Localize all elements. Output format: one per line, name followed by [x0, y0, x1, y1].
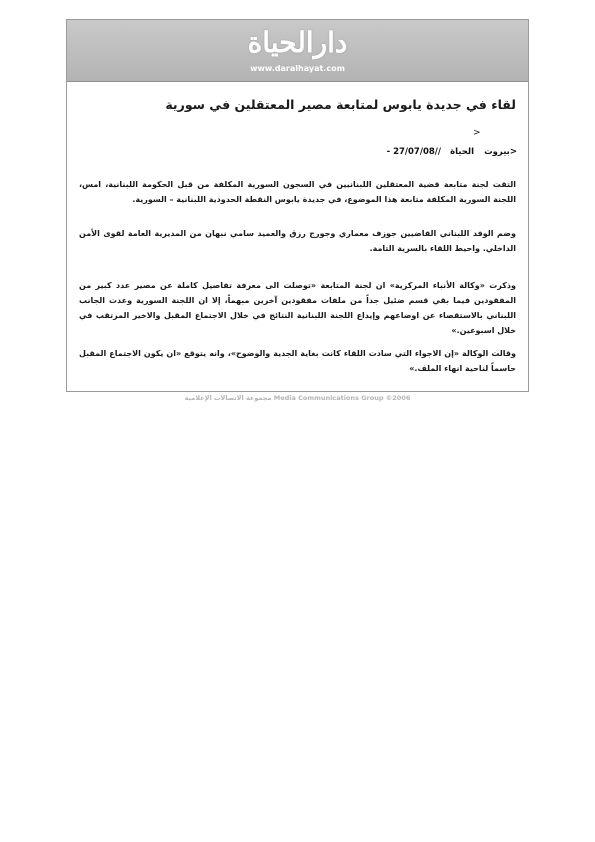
- article-title: لقاء في جديدة يابوس لمتابعة مصير المعتقلين في سورية: [165, 97, 516, 112]
- copyright-footer: مجموعة الاتصالات الإعلامية Media Communications Group ©2006: [184, 394, 411, 402]
- masthead: [67, 20, 528, 82]
- dateline-source: الحياة: [450, 147, 474, 157]
- site-url[interactable]: www.daralhayat.com: [250, 64, 345, 73]
- article-paragraph: التقت لجنة متابعة قضية المعتقلين اللبنانيين في السجون السورية المكلفة من قبل الحكومة اللبنانية، امس، اللجنة السورية المكلفة متابعة هذا الموضوع، في جديدة يابوس النقطة الحدودية اللبنانية – السورية.: [79, 180, 516, 204]
- marker-glyph: >: [473, 128, 481, 138]
- dateline-city: <بيروت: [484, 147, 517, 157]
- dateline: [386, 145, 517, 159]
- dar-al-hayat-logo[interactable]: دارالحياة: [247, 26, 348, 59]
- dateline-date: - 27/07/08//: [386, 147, 441, 157]
- article-paragraph: وضم الوفد اللبناني القاضيين جوزف معماري وجورج رزق والعميد سامي نبهان من المديرية العامة لقوى الأمن الداخلي. واحيط اللقاء بالسرية التامة.: [79, 229, 516, 253]
- article-paragraph: وقالت الوكالة «إن الاجواء التي سادت اللقاء كانت بغاية الجدية والوضوح»، وانه يتوقع «ان يكون الاجتماع المقبل حاسماً لناحية انهاء الملف.»: [79, 349, 516, 373]
- article-paragraph: وذكرت «وكالة الأنباء المركزية» ان لجنة المتابعة «توصلت الى معرفة تفاصيل كاملة عن مصير عدد كبير من المفقودين فيما بقي قسم ضئيل جداً من ملفات مفقودين آخرين مبهماً، إلا ان اللجنة السورية وعدت الجانب اللبناني بالاستقصاء عن اوضاعهم وإيداع اللجنة اللبنانية النتائج في خلال الاجتماع المقبل والاخير المرتقب في خلال اسبوعين.»: [79, 281, 516, 335]
